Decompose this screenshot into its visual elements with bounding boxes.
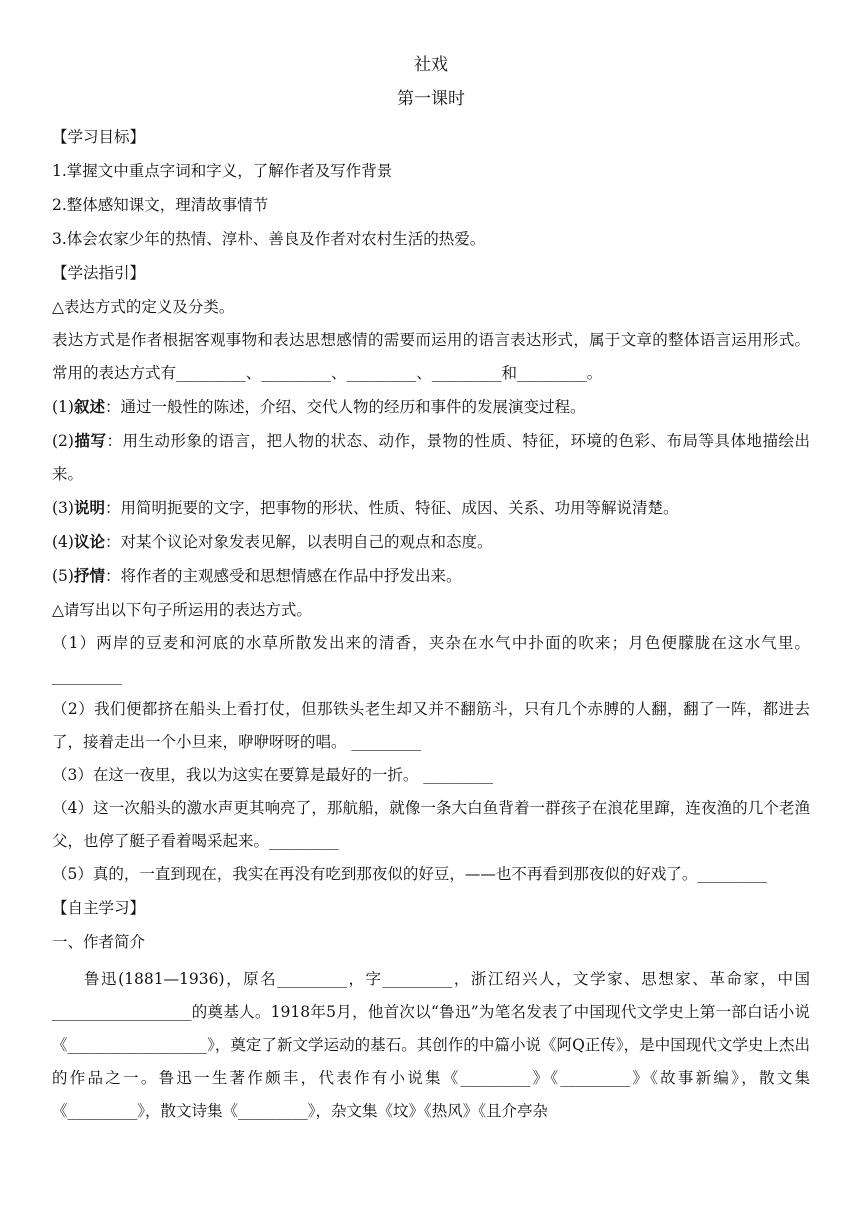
page-title: 社戏 bbox=[414, 55, 448, 75]
definition-narration: (1)叙述：通过一般性的陈述，介绍、交代人物的经历和事件的发展演变过程。 bbox=[52, 397, 586, 416]
exercise-item-1: （1）两岸的豆麦和河底的水草所散发出来的清香，夹杂在水气中扑面的吹来；月色便朦胧在这水气里。_________ bbox=[52, 634, 810, 685]
exercise-item-3: （3）在这一夜里，我以为这实在要算是最好的一折。 _________ bbox=[52, 766, 494, 784]
exercise-item-2: （2）我们便都挤在船头上看打仗，但那铁头老生却又并不翻筋斗，只有几个赤膊的人翻，翻了一阵，都进去了，接着走出一个小旦来，咿咿呀呀的唱。 _________ bbox=[52, 700, 810, 751]
definition-argument: (4)议论：对某个议论对象发表见解，以表明自己的观点和态度。 bbox=[52, 532, 493, 551]
definition-description: (2)描写：用生动形象的语言，把人物的状态、动作，景物的性质、特征，环境的色彩、布局等具体地描绘出来。 bbox=[52, 431, 810, 483]
author-paragraph: 鲁迅(1881—1936)，原名_________，字_________，浙江绍兴人，文学家、思想家、革命家，中国__________________的奠基人。1918年5月，他首次以“鲁迅”为笔名发表了中国现代文学史上第一部白话小说《__________________》，奠定了新文学运动的基石。其创作的中篇小说《阿Q正传》，是中国现代文学史上杰出的作品之一。鲁迅一生著作颇丰，代表作有小说集《_________》《_________》《故事新编》，散文集《_________》，散文诗集《_________》，杂文集《坟》《热风》《且介亭杂 bbox=[52, 970, 810, 1120]
document-page bbox=[52, 50, 810, 1128]
method-triangle-title: △表达方式的定义及分类。 bbox=[52, 298, 235, 316]
author-section-title: 一、作者简介 bbox=[52, 933, 146, 951]
goal-item-1: 1.掌握文中重点字词和字义，了解作者及写作背景 bbox=[52, 162, 393, 180]
exercise-item-5: （5）真的，一直到现在，我实在再没有吃到那夜似的好豆，——也不再看到那夜似的好戏了。_________ bbox=[52, 865, 768, 883]
definition-lyric: (5)抒情：将作者的主观感受和思想情感在作品中抒发出来。 bbox=[52, 566, 462, 585]
exercise-item-4: （4）这一次船头的激水声更其响亮了，那航船，就像一条大白鱼背着一群孩子在浪花里蹿，连夜渔的几个老渔父，也停了艇子看着喝采起来。_________ bbox=[52, 799, 810, 850]
self-study-heading: 【自主学习】 bbox=[52, 899, 146, 917]
exercise-title: △请写出以下句子所运用的表达方式。 bbox=[52, 601, 312, 619]
definition-exposition: (3)说明：用简明扼要的文字，把事物的形状、性质、特征、成因、关系、功用等解说清楚。 bbox=[52, 498, 679, 517]
goal-item-3: 3.体会农家少年的热情、淳朴、善良及作者对农村生活的热爱。 bbox=[52, 230, 486, 248]
page-subtitle: 第一课时 bbox=[397, 89, 465, 109]
method-intro: 表达方式是作者根据客观事物和表达思想感情的需要而运用的语言表达形式，属于文章的整体语言运用形式。常用的表达方式有_________、_________、_________、_________和_________。 bbox=[52, 331, 810, 382]
goals-heading: 【学习目标】 bbox=[52, 128, 146, 146]
method-heading: 【学法指引】 bbox=[52, 264, 146, 282]
goal-item-2: 2.整体感知课文，理清故事情节 bbox=[52, 196, 269, 214]
